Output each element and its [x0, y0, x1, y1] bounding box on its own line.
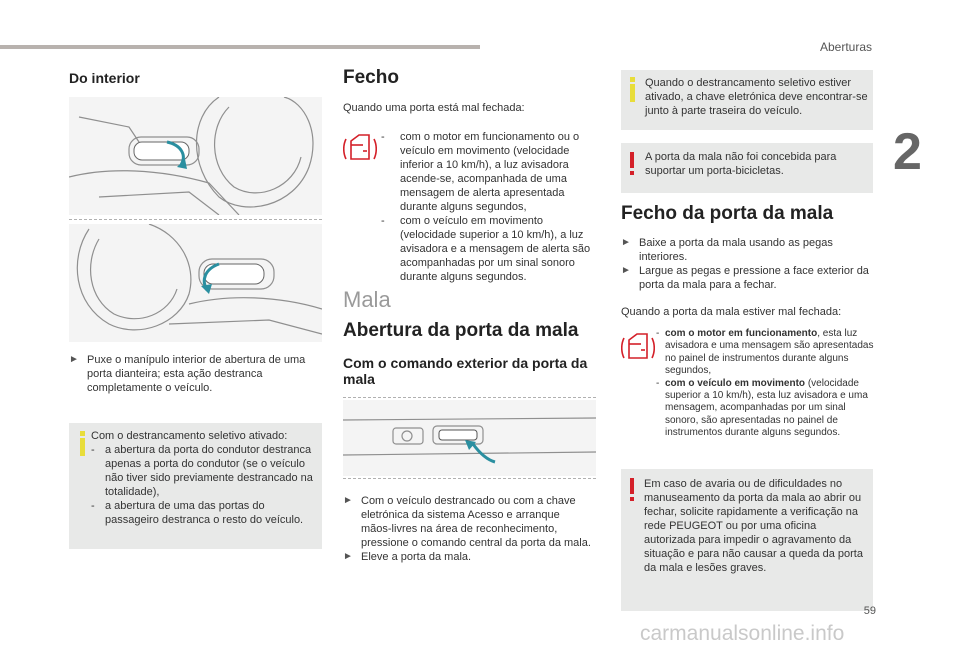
- warning-box-bike-rack: [621, 143, 873, 193]
- info-box-rear-key: [621, 70, 873, 130]
- fecho-mala-item: com o veículo em movimento (velocidade superior a 10 km/h), esta luz avisadora e uma mensagem, acompanhadas por um sinal sonoro, são apresentadas no painel de instrumentos durante alguns segundos.: [665, 377, 868, 439]
- open-door-warning-icon: [343, 131, 377, 165]
- fecho-mala-bullet: Baixe a porta da mala usando as pegas interiores.: [639, 237, 833, 263]
- title-do-interior: Do interior: [69, 70, 140, 86]
- warning-icon: [630, 478, 634, 494]
- fecho-mala-intro: Quando a porta da mala estiver mal fechada:: [621, 306, 842, 318]
- illustration-tailgate-handle: [343, 400, 596, 476]
- section-name: Aberturas: [819, 40, 872, 54]
- fecho-intro: Quando uma porta está mal fechada:: [343, 102, 525, 114]
- title-fecho: Fecho: [343, 67, 399, 88]
- fecho-mala-bullet: Largue as pegas e pressione a face exterior da porta da mala para a fechar.: [639, 265, 869, 291]
- page-number: 59: [863, 605, 876, 617]
- figure-divider: [343, 478, 596, 479]
- mala-bullet: Eleve a porta da mala.: [361, 551, 472, 563]
- watermark: carmanualsonline.info: [640, 622, 845, 645]
- title-mala: Mala: [343, 287, 391, 312]
- open-door-warning-icon: [621, 330, 655, 364]
- warning-icon: [630, 152, 634, 168]
- fecho-item: com o veículo em movimento (velocidade superior a 10 km/h), a luz avisadora e a mensagem de alerta são acompanhadas por um sinal sonoro durante alguns segundos.: [400, 215, 591, 283]
- title-comando-exterior: Com o comando exterior da porta da mala: [343, 355, 588, 387]
- info-icon: [80, 438, 85, 456]
- chapter-number: 2: [893, 123, 922, 181]
- arrow-bullet-icon: ►: [343, 495, 353, 506]
- title-fecho-porta-mala: Fecho da porta da mala: [621, 203, 834, 224]
- fecho-item: com o motor em funcionamento ou o veículo em movimento (velocidade inferior a 10 km/h), a luz avisadora acende-se, acompanhada de uma mensagem de alerta apresentada durante alguns segundos,: [400, 131, 580, 213]
- figure-divider: [69, 219, 322, 220]
- info-item: a abertura da porta do condutor destranca apenas a porta do condutor (se o veículo não tiver sido previamente destrancado na totalidade),: [105, 444, 313, 498]
- header-bar: [0, 45, 480, 49]
- figure-divider: [343, 397, 596, 398]
- arrow-bullet-icon: ►: [621, 265, 631, 276]
- illustration-door-handle-1: [69, 97, 322, 215]
- warn1-text: A porta da mala não foi concebida para suportar um porta-bicicletas.: [645, 151, 837, 177]
- arrow-bullet-icon: ►: [621, 237, 631, 248]
- info1-text: Quando o destrancamento seletivo estiver ativado, a chave eletrónica deve encontrar-se junto à parte traseira do veículo.: [645, 77, 868, 117]
- info-intro: Com o destrancamento seletivo ativado:: [91, 430, 288, 442]
- fecho-mala-item: com o motor em funcionamento, esta luz avisadora e uma mensagem são apresentadas no painel de instrumentos durante alguns segundos,: [665, 328, 874, 377]
- arrow-bullet-icon: ►: [69, 354, 79, 365]
- title-abertura-porta-mala: Abertura da porta da mala: [343, 320, 579, 341]
- warning-box-malfunction: [621, 469, 873, 611]
- arrow-bullet-icon: ►: [343, 551, 353, 562]
- illustration-door-handle-2: [69, 224, 322, 342]
- mala-bullet: Com o veículo destrancado ou com a chave eletrónica da sistema Acesso e arranque mãos-livres na área de reconhecimento, pressione o comando central da porta da mala.: [361, 495, 591, 549]
- info-item: a abertura de uma das portas do passageiro destranca o resto do veículo.: [105, 500, 304, 526]
- info-box-selective-unlock: Com o destrancamento seletivo ativado: - a abertura da porta do condutor destranca apenas a porta do condutor (se o veículo não tiver sido previamente destrancado na totalidade), - a abertura de uma das portas do passageiro destranca o resto do veículo.: [69, 423, 322, 549]
- col1-bullet: ► Puxe o manípulo interior de abertura de uma porta dianteira; esta ação destranca completamente o veículo.: [69, 354, 306, 394]
- info-icon: [630, 84, 635, 102]
- warn2-text: Em caso de avaria ou de dificuldades no manuseamento da porta da mala ao abrir ou fechar, solicite rapidamente a verificação na rede PEUGEOT ou por uma oficina autorizada para impedir o agravamento da situação e para não causar a queda da porta da mala e lesões graves.: [644, 478, 863, 574]
